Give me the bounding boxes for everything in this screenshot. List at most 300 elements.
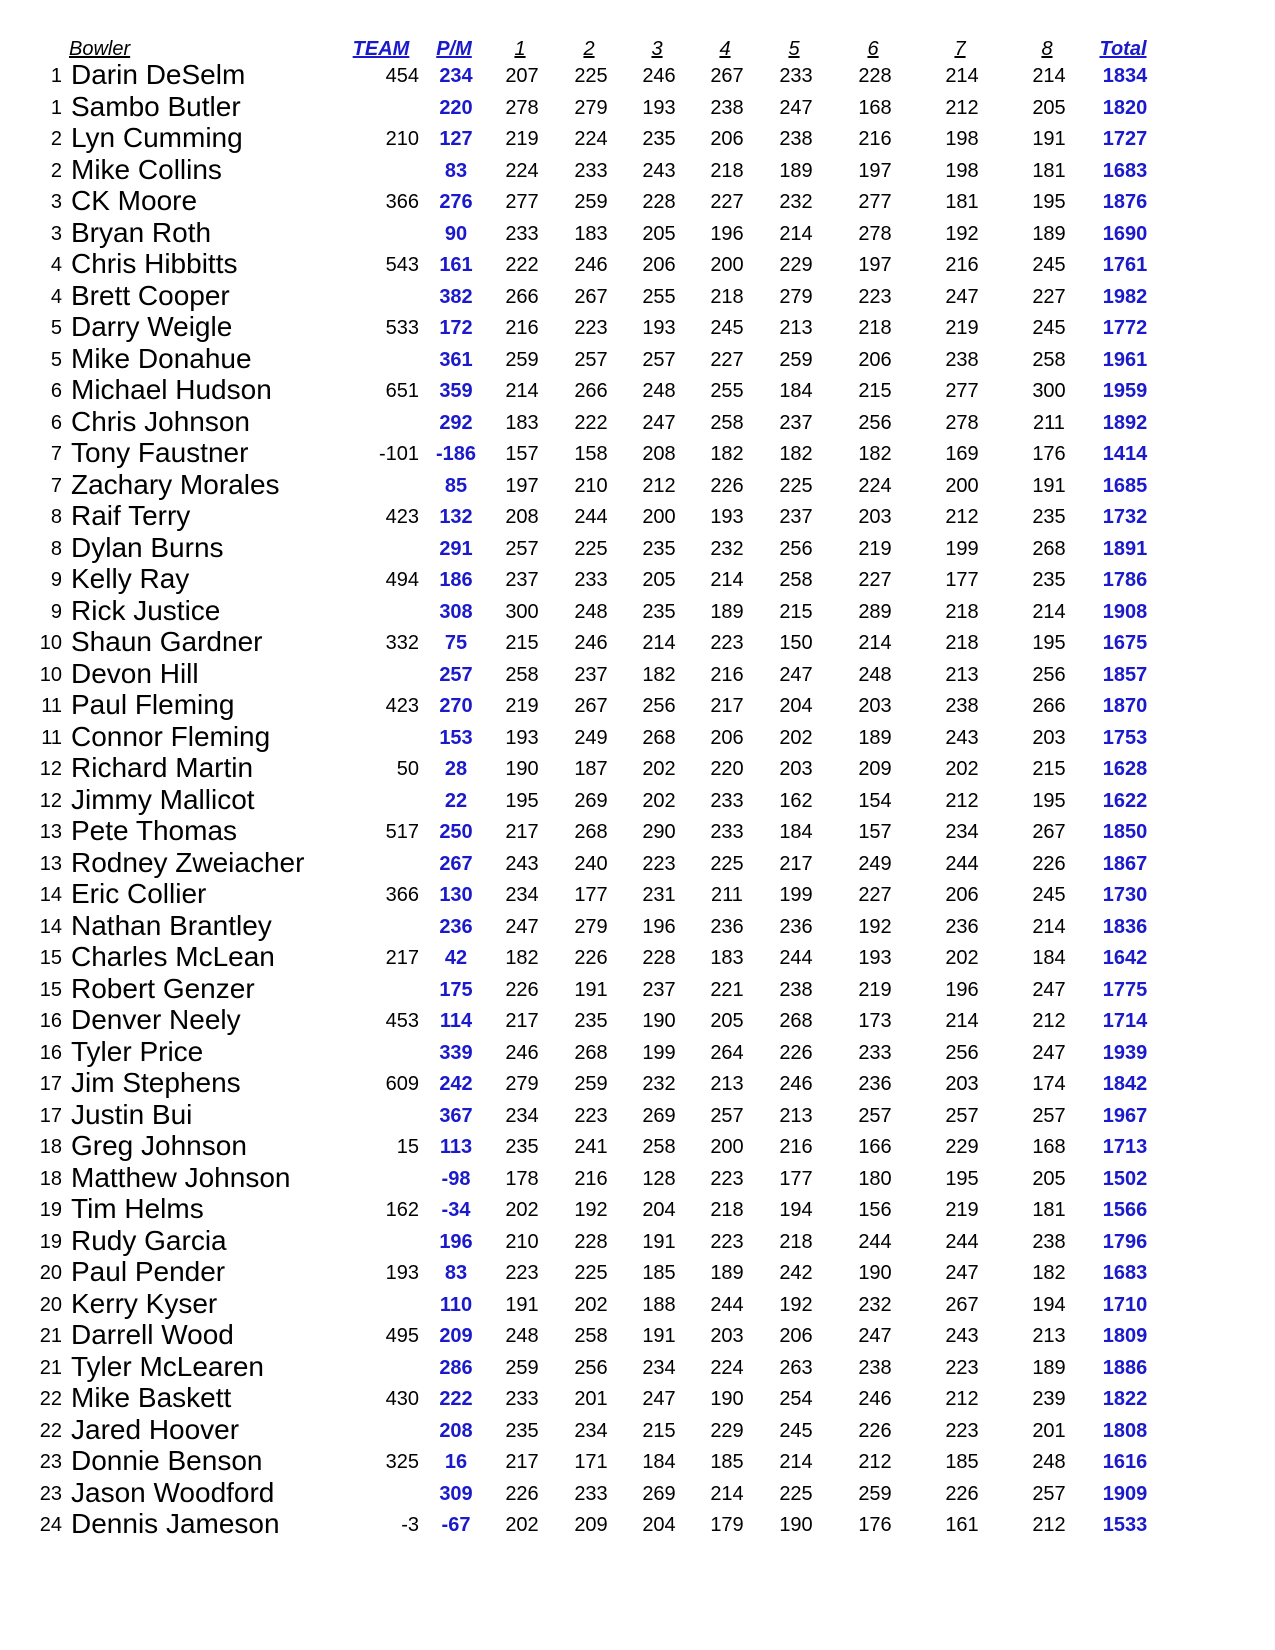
game-3-score: 232 (642, 1073, 676, 1095)
plus-minus-cell: 161 (439, 254, 473, 276)
rank-cell: 19 (39, 1230, 62, 1253)
game-2-score: 201 (574, 1388, 608, 1410)
total-score-cell: 1836 (1102, 915, 1148, 938)
game-7-score: 243 (945, 726, 979, 749)
game-8-score: 203 (1032, 726, 1066, 749)
game-6-score: 226 (858, 1419, 892, 1442)
game-2-score: 240 (574, 852, 608, 875)
game-6-score: 233 (858, 1041, 892, 1064)
game-3-score: 269 (642, 1104, 676, 1127)
game-1-score: 279 (505, 1073, 539, 1095)
plus-minus-cell: 382 (439, 285, 473, 308)
rank-cell: 8 (50, 506, 62, 528)
game-6-score: 278 (858, 222, 892, 245)
table-row (0, 155, 1275, 188)
bowler-name: Kerry Kyser (71, 1287, 218, 1319)
game-8-score: 205 (1032, 1167, 1066, 1190)
game-7-score: 218 (945, 600, 979, 623)
game-2-score: 256 (574, 1356, 608, 1379)
game-7-score: 203 (945, 1073, 979, 1095)
game-1-score: 207 (505, 65, 539, 87)
game-5-score: 263 (779, 1356, 813, 1379)
game-5-score: 162 (779, 789, 813, 812)
bowler-name: Devon Hill (71, 657, 199, 689)
table-row (0, 1131, 1275, 1164)
game-4-score: 183 (710, 947, 744, 969)
team-score-cell: 366 (385, 884, 419, 906)
game-1-score: 243 (505, 852, 539, 875)
bowler-name: Nathan Brantley (71, 909, 272, 941)
game-6-score: 176 (858, 1514, 892, 1536)
game-8-score: 266 (1032, 695, 1066, 717)
game-6-score: 216 (858, 128, 892, 150)
game-4-score: 193 (710, 506, 744, 528)
game-7-score: 267 (945, 1293, 979, 1316)
game-8-score: 189 (1032, 1356, 1066, 1379)
rank-cell: 4 (50, 254, 62, 276)
table-row (0, 1509, 1275, 1542)
table-row (0, 1005, 1275, 1038)
plus-minus-cell: 153 (439, 726, 473, 749)
game-4-score: 203 (710, 1325, 744, 1347)
game-4-score: 244 (710, 1293, 744, 1316)
game-1-score: 226 (505, 978, 539, 1001)
plus-minus-cell: 222 (439, 1388, 473, 1410)
game-1-score: 259 (505, 348, 539, 371)
game-3-score: 247 (642, 411, 676, 434)
plus-minus-cell: 309 (439, 1482, 473, 1505)
plus-minus-cell: 16 (444, 1451, 468, 1473)
game-1-score: 202 (505, 1199, 539, 1221)
game-5-score: 238 (779, 978, 813, 1001)
game-2-score: 192 (574, 1199, 608, 1221)
total-score-cell: 1690 (1102, 222, 1148, 245)
game-1-score: 300 (505, 600, 539, 623)
total-score-cell: 1730 (1102, 884, 1148, 906)
rank-cell: 13 (39, 821, 62, 843)
game-5-score: 206 (779, 1325, 813, 1347)
bowler-name: Dennis Jameson (71, 1508, 280, 1539)
game-1-score: 190 (505, 758, 539, 780)
table-row (0, 312, 1275, 345)
game-2-score: 216 (574, 1167, 608, 1190)
game-2-score: 259 (574, 1073, 608, 1095)
game-8-score: 258 (1032, 348, 1066, 371)
game-6-score: 257 (858, 1104, 892, 1127)
game-7-score: 185 (945, 1451, 979, 1473)
header-team: TEAM (352, 38, 410, 60)
bowler-name: Shaun Gardner (71, 626, 263, 657)
team-score-cell: 543 (385, 254, 419, 276)
game-6-score: 249 (858, 852, 892, 875)
rank-cell: 2 (50, 128, 62, 150)
team-score-cell: 533 (385, 317, 419, 339)
plus-minus-cell: -98 (441, 1167, 471, 1190)
game-6-score: 154 (858, 789, 892, 812)
game-3-score: 237 (642, 978, 676, 1001)
header-pm: P/M (436, 38, 472, 60)
game-7-score: 195 (945, 1167, 979, 1190)
game-7-score: 161 (945, 1514, 979, 1536)
game-2-score: 209 (574, 1514, 608, 1536)
game-4-score: 220 (710, 758, 744, 780)
game-5-score: 258 (779, 569, 813, 591)
game-1-score: 246 (505, 1041, 539, 1064)
plus-minus-cell: 208 (439, 1419, 473, 1442)
game-6-score: 189 (858, 726, 892, 749)
game-1-score: 237 (505, 569, 539, 591)
game-7-score: 169 (945, 443, 979, 465)
plus-minus-cell: -34 (441, 1199, 471, 1221)
game-7-score: 199 (945, 537, 979, 560)
game-7-score: 218 (945, 632, 979, 654)
game-5-score: 182 (779, 443, 813, 465)
game-1-score: 234 (505, 1104, 539, 1127)
game-6-score: 256 (858, 411, 892, 434)
game-8-score: 247 (1032, 1041, 1066, 1064)
game-2-score: 246 (574, 254, 608, 276)
table-row (0, 785, 1275, 818)
bowler-name: Connor Fleming (71, 720, 271, 752)
game-4-score: 205 (710, 1010, 744, 1032)
header-game-6: 6 (867, 38, 879, 60)
game-2-score: 237 (574, 663, 608, 686)
bowler-name: Tyler McLearen (71, 1350, 264, 1382)
rank-cell: 12 (39, 789, 62, 812)
game-8-score: 191 (1032, 474, 1066, 497)
table-row (0, 942, 1275, 975)
game-1-score: 266 (505, 285, 539, 308)
game-4-score: 227 (710, 191, 744, 213)
plus-minus-cell: 236 (439, 915, 473, 938)
game-3-score: 205 (642, 569, 676, 591)
game-2-score: 225 (574, 1262, 608, 1284)
game-4-score: 196 (710, 222, 744, 245)
game-5-score: 237 (779, 411, 813, 434)
table-row (0, 407, 1275, 440)
table-row (0, 627, 1275, 660)
game-4-score: 213 (710, 1073, 744, 1095)
game-8-score: 214 (1032, 65, 1066, 87)
bowler-name: Raif Terry (71, 500, 191, 531)
rank-cell: 9 (50, 569, 62, 591)
bowler-name: Paul Fleming (71, 689, 235, 720)
game-1-score: 193 (505, 726, 539, 749)
rank-cell: 5 (50, 317, 62, 339)
team-score-cell: 495 (385, 1325, 419, 1347)
game-3-score: 258 (642, 1136, 676, 1158)
rank-cell: 2 (50, 159, 62, 182)
game-4-score: 179 (710, 1514, 744, 1536)
header-game-3: 3 (651, 38, 663, 60)
team-score-cell: 494 (385, 569, 419, 591)
game-2-score: 222 (574, 411, 608, 434)
game-5-score: 215 (779, 600, 813, 623)
game-6-score: 156 (858, 1199, 892, 1221)
game-6-score: 157 (858, 821, 892, 843)
game-4-score: 190 (710, 1388, 744, 1410)
game-3-score: 196 (642, 915, 676, 938)
game-8-score: 182 (1032, 1262, 1066, 1284)
game-5-score: 199 (779, 884, 813, 906)
bowler-name: Darin DeSelm (71, 59, 246, 90)
plus-minus-cell: 361 (439, 348, 473, 371)
game-2-score: 224 (574, 128, 608, 150)
game-3-score: 202 (642, 758, 676, 780)
table-row (0, 1194, 1275, 1227)
header-game-7: 7 (954, 38, 966, 60)
rank-cell: 17 (39, 1073, 62, 1095)
team-score-cell: -3 (401, 1514, 419, 1536)
team-score-cell: -101 (378, 443, 419, 465)
bowler-name: Chris Hibbitts (71, 248, 238, 279)
rank-cell: 8 (50, 537, 62, 560)
game-8-score: 212 (1032, 1514, 1066, 1536)
game-1-score: 234 (505, 884, 539, 906)
game-6-score: 247 (858, 1325, 892, 1347)
game-4-score: 221 (710, 978, 744, 1001)
table-row (0, 690, 1275, 723)
table-row (0, 816, 1275, 849)
game-1-score: 233 (505, 1388, 539, 1410)
game-7-score: 206 (945, 884, 979, 906)
rank-cell: 19 (39, 1199, 62, 1221)
game-8-score: 174 (1032, 1073, 1066, 1095)
bowler-name: Charles McLean (71, 941, 275, 972)
game-6-score: 227 (858, 884, 892, 906)
game-3-score: 212 (642, 474, 676, 497)
game-3-score: 235 (642, 600, 676, 623)
game-6-score: 218 (858, 317, 892, 339)
header-total: Total (1099, 38, 1147, 60)
table-row (0, 1352, 1275, 1385)
plus-minus-cell: 367 (439, 1104, 473, 1127)
game-1-score: 178 (505, 1167, 539, 1190)
game-6-score: 193 (858, 947, 892, 969)
game-3-score: 243 (642, 159, 676, 182)
game-3-score: 247 (642, 1388, 676, 1410)
game-4-score: 255 (710, 380, 744, 402)
game-7-score: 244 (945, 1230, 979, 1253)
header-game-4: 4 (719, 38, 731, 60)
total-score-cell: 1909 (1102, 1482, 1148, 1505)
team-score-cell: 193 (385, 1262, 419, 1284)
bowler-name: Chris Johnson (71, 405, 250, 437)
game-6-score: 228 (858, 65, 892, 87)
game-3-score: 228 (642, 947, 676, 969)
game-4-score: 226 (710, 474, 744, 497)
game-1-score: 215 (505, 632, 539, 654)
plus-minus-cell: 85 (444, 474, 468, 497)
game-5-score: 194 (779, 1199, 813, 1221)
team-score-cell: 423 (385, 506, 419, 528)
game-4-score: 218 (710, 1199, 744, 1221)
plus-minus-cell: -186 (435, 443, 477, 465)
game-8-score: 248 (1032, 1451, 1066, 1473)
game-5-score: 213 (779, 317, 813, 339)
plus-minus-cell: 175 (439, 978, 473, 1001)
game-4-score: 214 (710, 1482, 744, 1505)
rank-cell: 9 (50, 600, 62, 623)
game-7-score: 212 (945, 1388, 979, 1410)
game-7-score: 202 (945, 947, 979, 969)
team-score-cell: 15 (396, 1136, 419, 1158)
game-8-score: 201 (1032, 1419, 1066, 1442)
game-4-score: 223 (710, 632, 744, 654)
game-5-score: 204 (779, 695, 813, 717)
game-2-score: 158 (574, 443, 608, 465)
game-5-score: 232 (779, 191, 813, 213)
game-1-score: 235 (505, 1419, 539, 1442)
bowler-name: Rick Justice (71, 594, 221, 626)
game-5-score: 247 (779, 96, 813, 119)
rank-cell: 24 (39, 1514, 62, 1536)
game-8-score: 245 (1032, 317, 1066, 339)
total-score-cell: 1876 (1102, 191, 1148, 213)
table-row (0, 533, 1275, 566)
game-1-score: 233 (505, 222, 539, 245)
rank-cell: 5 (50, 348, 62, 371)
game-7-score: 216 (945, 254, 979, 276)
game-5-score: 202 (779, 726, 813, 749)
game-6-score: 259 (858, 1482, 892, 1505)
table-row (0, 1226, 1275, 1259)
plus-minus-cell: 114 (439, 1010, 473, 1032)
game-8-score: 168 (1032, 1136, 1066, 1158)
game-7-score: 226 (945, 1482, 979, 1505)
game-3-score: 193 (642, 96, 676, 119)
rank-cell: 3 (50, 191, 62, 213)
rank-cell: 16 (39, 1041, 62, 1064)
rank-cell: 7 (50, 474, 62, 497)
team-score-cell: 50 (396, 758, 419, 780)
game-8-score: 268 (1032, 537, 1066, 560)
table-row (0, 501, 1275, 534)
total-score-cell: 1870 (1102, 695, 1148, 717)
game-8-score: 184 (1032, 947, 1066, 969)
table-row (0, 249, 1275, 282)
game-1-score: 247 (505, 915, 539, 938)
game-3-score: 215 (642, 1419, 676, 1442)
game-4-score: 258 (710, 411, 744, 434)
plus-minus-cell: 339 (439, 1041, 473, 1064)
game-5-score: 177 (779, 1167, 813, 1190)
bowler-name: Jim Stephens (71, 1067, 241, 1098)
table-row (0, 722, 1275, 755)
game-2-score: 279 (574, 915, 608, 938)
total-score-cell: 1857 (1102, 663, 1148, 686)
game-8-score: 235 (1032, 506, 1066, 528)
game-4-score: 224 (710, 1356, 744, 1379)
game-1-score: 235 (505, 1136, 539, 1158)
game-7-score: 219 (945, 1199, 979, 1221)
plus-minus-cell: 130 (439, 884, 473, 906)
game-6-score: 203 (858, 506, 892, 528)
rank-cell: 12 (39, 758, 62, 780)
table-row (0, 60, 1275, 93)
plus-minus-cell: 42 (444, 947, 468, 969)
game-5-score: 190 (779, 1514, 813, 1536)
game-6-score: 192 (858, 915, 892, 938)
game-5-score: 150 (779, 632, 813, 654)
plus-minus-cell: 75 (444, 632, 468, 654)
game-2-score: 187 (574, 758, 608, 780)
team-score-cell: 325 (385, 1451, 419, 1473)
total-score-cell: 1714 (1102, 1010, 1148, 1032)
bowler-name: Tyler Price (71, 1035, 204, 1067)
game-5-score: 203 (779, 758, 813, 780)
game-3-score: 191 (642, 1325, 676, 1347)
game-5-score: 214 (779, 1451, 813, 1473)
game-3-score: 248 (642, 380, 676, 402)
bowler-name: Sambo Butler (71, 90, 241, 122)
rank-cell: 16 (39, 1010, 62, 1032)
total-score-cell: 1967 (1102, 1104, 1148, 1127)
rank-cell: 11 (41, 695, 62, 717)
game-3-score: 204 (642, 1514, 676, 1536)
team-score-cell: 423 (385, 695, 419, 717)
game-7-score: 192 (945, 222, 979, 245)
rank-cell: 10 (39, 632, 62, 654)
bowler-name: Matthew Johnson (71, 1161, 291, 1193)
game-7-score: 212 (945, 506, 979, 528)
game-2-score: 225 (574, 537, 608, 560)
game-8-score: 189 (1032, 222, 1066, 245)
bowler-name: Darrell Wood (71, 1319, 234, 1350)
header-game-2: 2 (583, 38, 595, 60)
total-score-cell: 1961 (1102, 348, 1148, 371)
team-score-cell: 217 (385, 947, 419, 969)
rank-cell: 20 (39, 1293, 62, 1316)
game-6-score: 232 (858, 1293, 892, 1316)
total-score-cell: 1683 (1102, 1262, 1148, 1284)
game-3-score: 223 (642, 852, 676, 875)
total-score-cell: 1683 (1102, 159, 1148, 182)
table-row (0, 564, 1275, 597)
game-2-score: 257 (574, 348, 608, 371)
game-5-score: 246 (779, 1073, 813, 1095)
table-row (0, 911, 1275, 944)
game-2-score: 234 (574, 1419, 608, 1442)
team-score-cell: 651 (385, 380, 419, 402)
game-1-score: 219 (505, 128, 539, 150)
total-score-cell: 1867 (1102, 852, 1148, 875)
rank-cell: 17 (39, 1104, 62, 1127)
game-7-score: 214 (945, 1010, 979, 1032)
game-3-score: 268 (642, 726, 676, 749)
team-score-cell: 210 (385, 128, 419, 150)
game-3-score: 235 (642, 537, 676, 560)
bowler-name: Tim Helms (71, 1193, 204, 1224)
plus-minus-cell: 196 (439, 1230, 473, 1253)
game-3-score: 199 (642, 1041, 676, 1064)
bowler-name: Kelly Ray (71, 563, 190, 594)
team-score-cell: 609 (385, 1073, 419, 1095)
bowler-name: Pete Thomas (71, 815, 238, 846)
plus-minus-cell: 257 (439, 663, 473, 686)
total-score-cell: 1616 (1102, 1451, 1148, 1473)
game-8-score: 247 (1032, 978, 1066, 1001)
total-score-cell: 1796 (1102, 1230, 1148, 1253)
rank-cell: 3 (50, 222, 62, 245)
team-score-cell: 162 (385, 1199, 419, 1221)
rank-cell: 6 (50, 380, 62, 402)
total-score-cell: 1533 (1102, 1514, 1148, 1536)
total-score-cell: 1732 (1102, 506, 1148, 528)
game-4-score: 200 (710, 254, 744, 276)
game-6-score: 223 (858, 285, 892, 308)
game-1-score: 197 (505, 474, 539, 497)
